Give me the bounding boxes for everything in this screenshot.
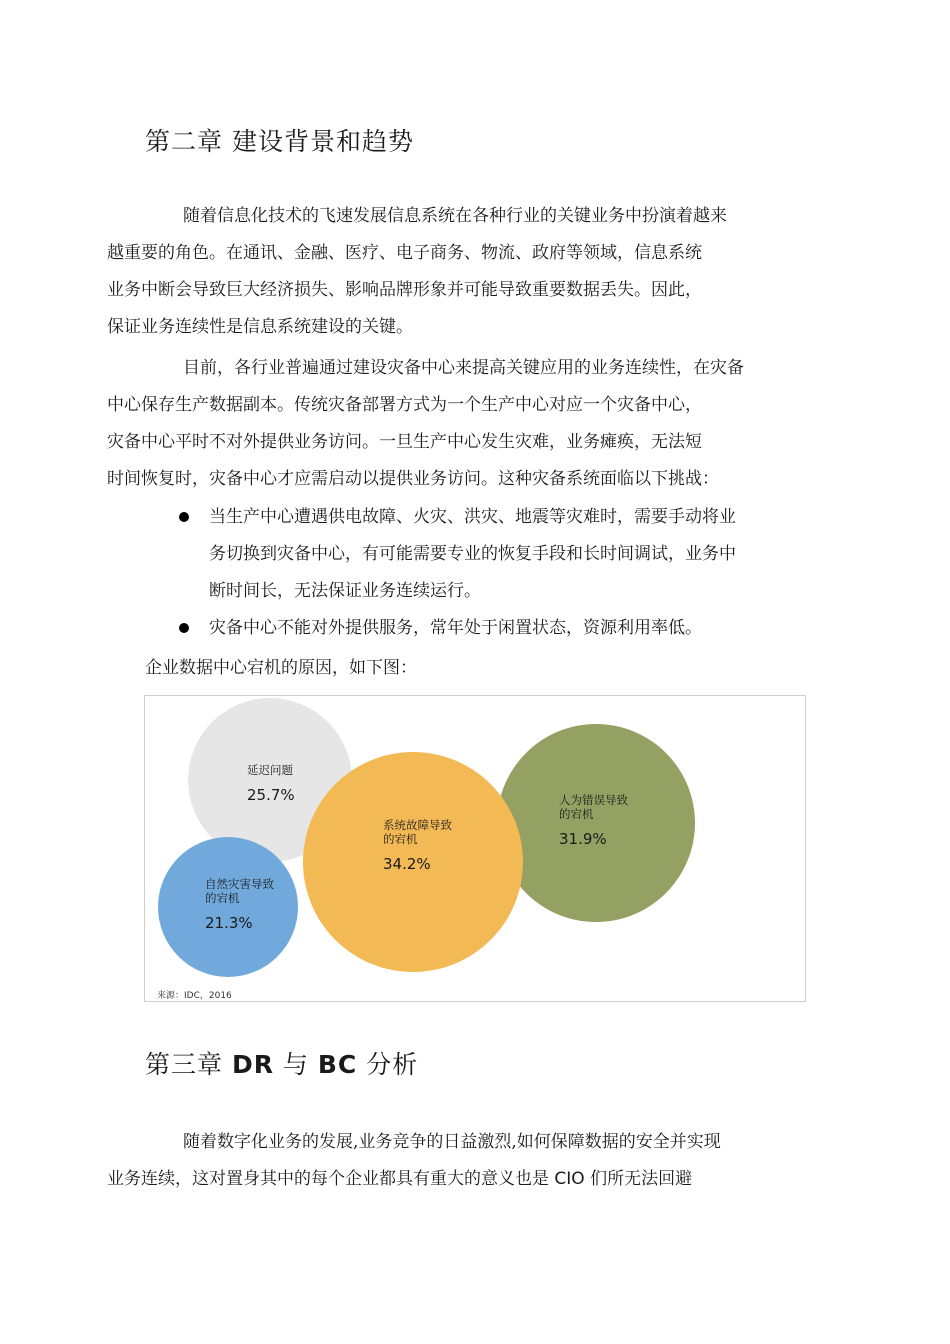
bubble-value: 25.7% — [247, 786, 295, 804]
text-line: 时间恢复时，灾备中心才应需启动以提供业务访问。这种灾备系统面临以下挑战： — [107, 469, 719, 489]
text-segment: 业务连续，这对置身其中的每个企业都具有重大的意义也是 — [107, 1169, 555, 1189]
chapter-3-heading — [145, 1045, 418, 1081]
bubble-2 — [497, 724, 695, 922]
bubble-value: 31.9% — [559, 830, 607, 848]
bubble-label: 人为错误导致 — [559, 793, 628, 807]
chapter-3-heading-mid: 与 — [273, 1050, 318, 1079]
figure-caption: 企业数据中心宕机的原因，如下图： — [145, 658, 417, 678]
bubble-chart-svg — [145, 696, 805, 1001]
text-line: 当生产中心遭遇供电故障、火灾、洪灾、地震等灾难时，需要手动将业 — [209, 507, 736, 527]
text-line: 断时间长，无法保证业务连续运行。 — [209, 581, 481, 601]
text-line: 业务中断会导致巨大经济损失、影响品牌形象并可能导致重要数据丢失。因此， — [107, 280, 702, 300]
chapter-2-paragraph-2 — [107, 350, 825, 498]
text-segment: 们所无法回避 — [584, 1169, 693, 1189]
bubble-3 — [158, 837, 298, 977]
text-line: 灾备中心不能对外提供服务，常年处于闲置状态，资源利用率低。 — [209, 618, 702, 638]
chapter-2-paragraph-1 — [107, 198, 825, 346]
bubble-label: 的宕机 — [383, 832, 418, 846]
chapter-3-paragraph-1 — [107, 1124, 825, 1198]
chapter-3-heading-suffix: 分析 — [357, 1050, 419, 1079]
bubble-label: 自然灾害导致 — [205, 877, 274, 891]
cio-term: CIO — [554, 1169, 585, 1189]
chapter-3-heading-prefix: 第三章 — [145, 1050, 232, 1079]
bubble-label: 的宕机 — [559, 807, 594, 821]
list-item — [145, 610, 825, 647]
text-line: 保证业务连续性是信息系统建设的关键。 — [107, 317, 413, 337]
text-line: 随着信息化技术的飞速发展信息系统在各种行业的关键业务中扮演着越来 — [183, 206, 727, 226]
chapter-3-heading-dr: DR — [231, 1050, 274, 1079]
bubble-value: 21.3% — [205, 914, 253, 932]
text-line: 目前，各行业普遍通过建设灾备中心来提高关键应用的业务连续性，在灾备 — [183, 358, 744, 378]
bubble-label: 系统故障导致 — [383, 818, 452, 832]
chart-source-note: 来源：IDC，2016 — [157, 991, 232, 1001]
text-line: 中心保存生产数据副本。传统灾备部署方式为一个生产中心对应一个灾备中心， — [107, 395, 702, 415]
text-line: 随着数字化业务的发展,业务竞争的日益激烈,如何保障数据的安全并实现 — [183, 1132, 721, 1152]
bubble-label: 延迟问题 — [247, 763, 293, 777]
text-line — [107, 1161, 825, 1198]
bubble-label: 的宕机 — [205, 891, 240, 905]
text-line: 越重要的角色。在通讯、金融、医疗、电子商务、物流、政府等领域，信息系统 — [107, 243, 702, 263]
bullet-dot-icon — [179, 623, 189, 633]
list-item — [145, 499, 825, 610]
downtime-causes-chart — [144, 695, 806, 1002]
text-line: 务切换到灾备中心，有可能需要专业的恢复手段和长时间调试，业务中 — [209, 544, 736, 564]
bubble-value: 34.2% — [383, 855, 431, 873]
challenge-list — [145, 499, 825, 647]
text-line: 灾备中心平时不对外提供业务访问。一旦生产中心发生灾难，业务瘫痪，无法短 — [107, 432, 702, 452]
chapter-2-heading: 第二章 建设背景和趋势 — [145, 127, 414, 156]
chapter-3-heading-bc: BC — [317, 1050, 358, 1079]
bullet-dot-icon — [179, 512, 189, 522]
